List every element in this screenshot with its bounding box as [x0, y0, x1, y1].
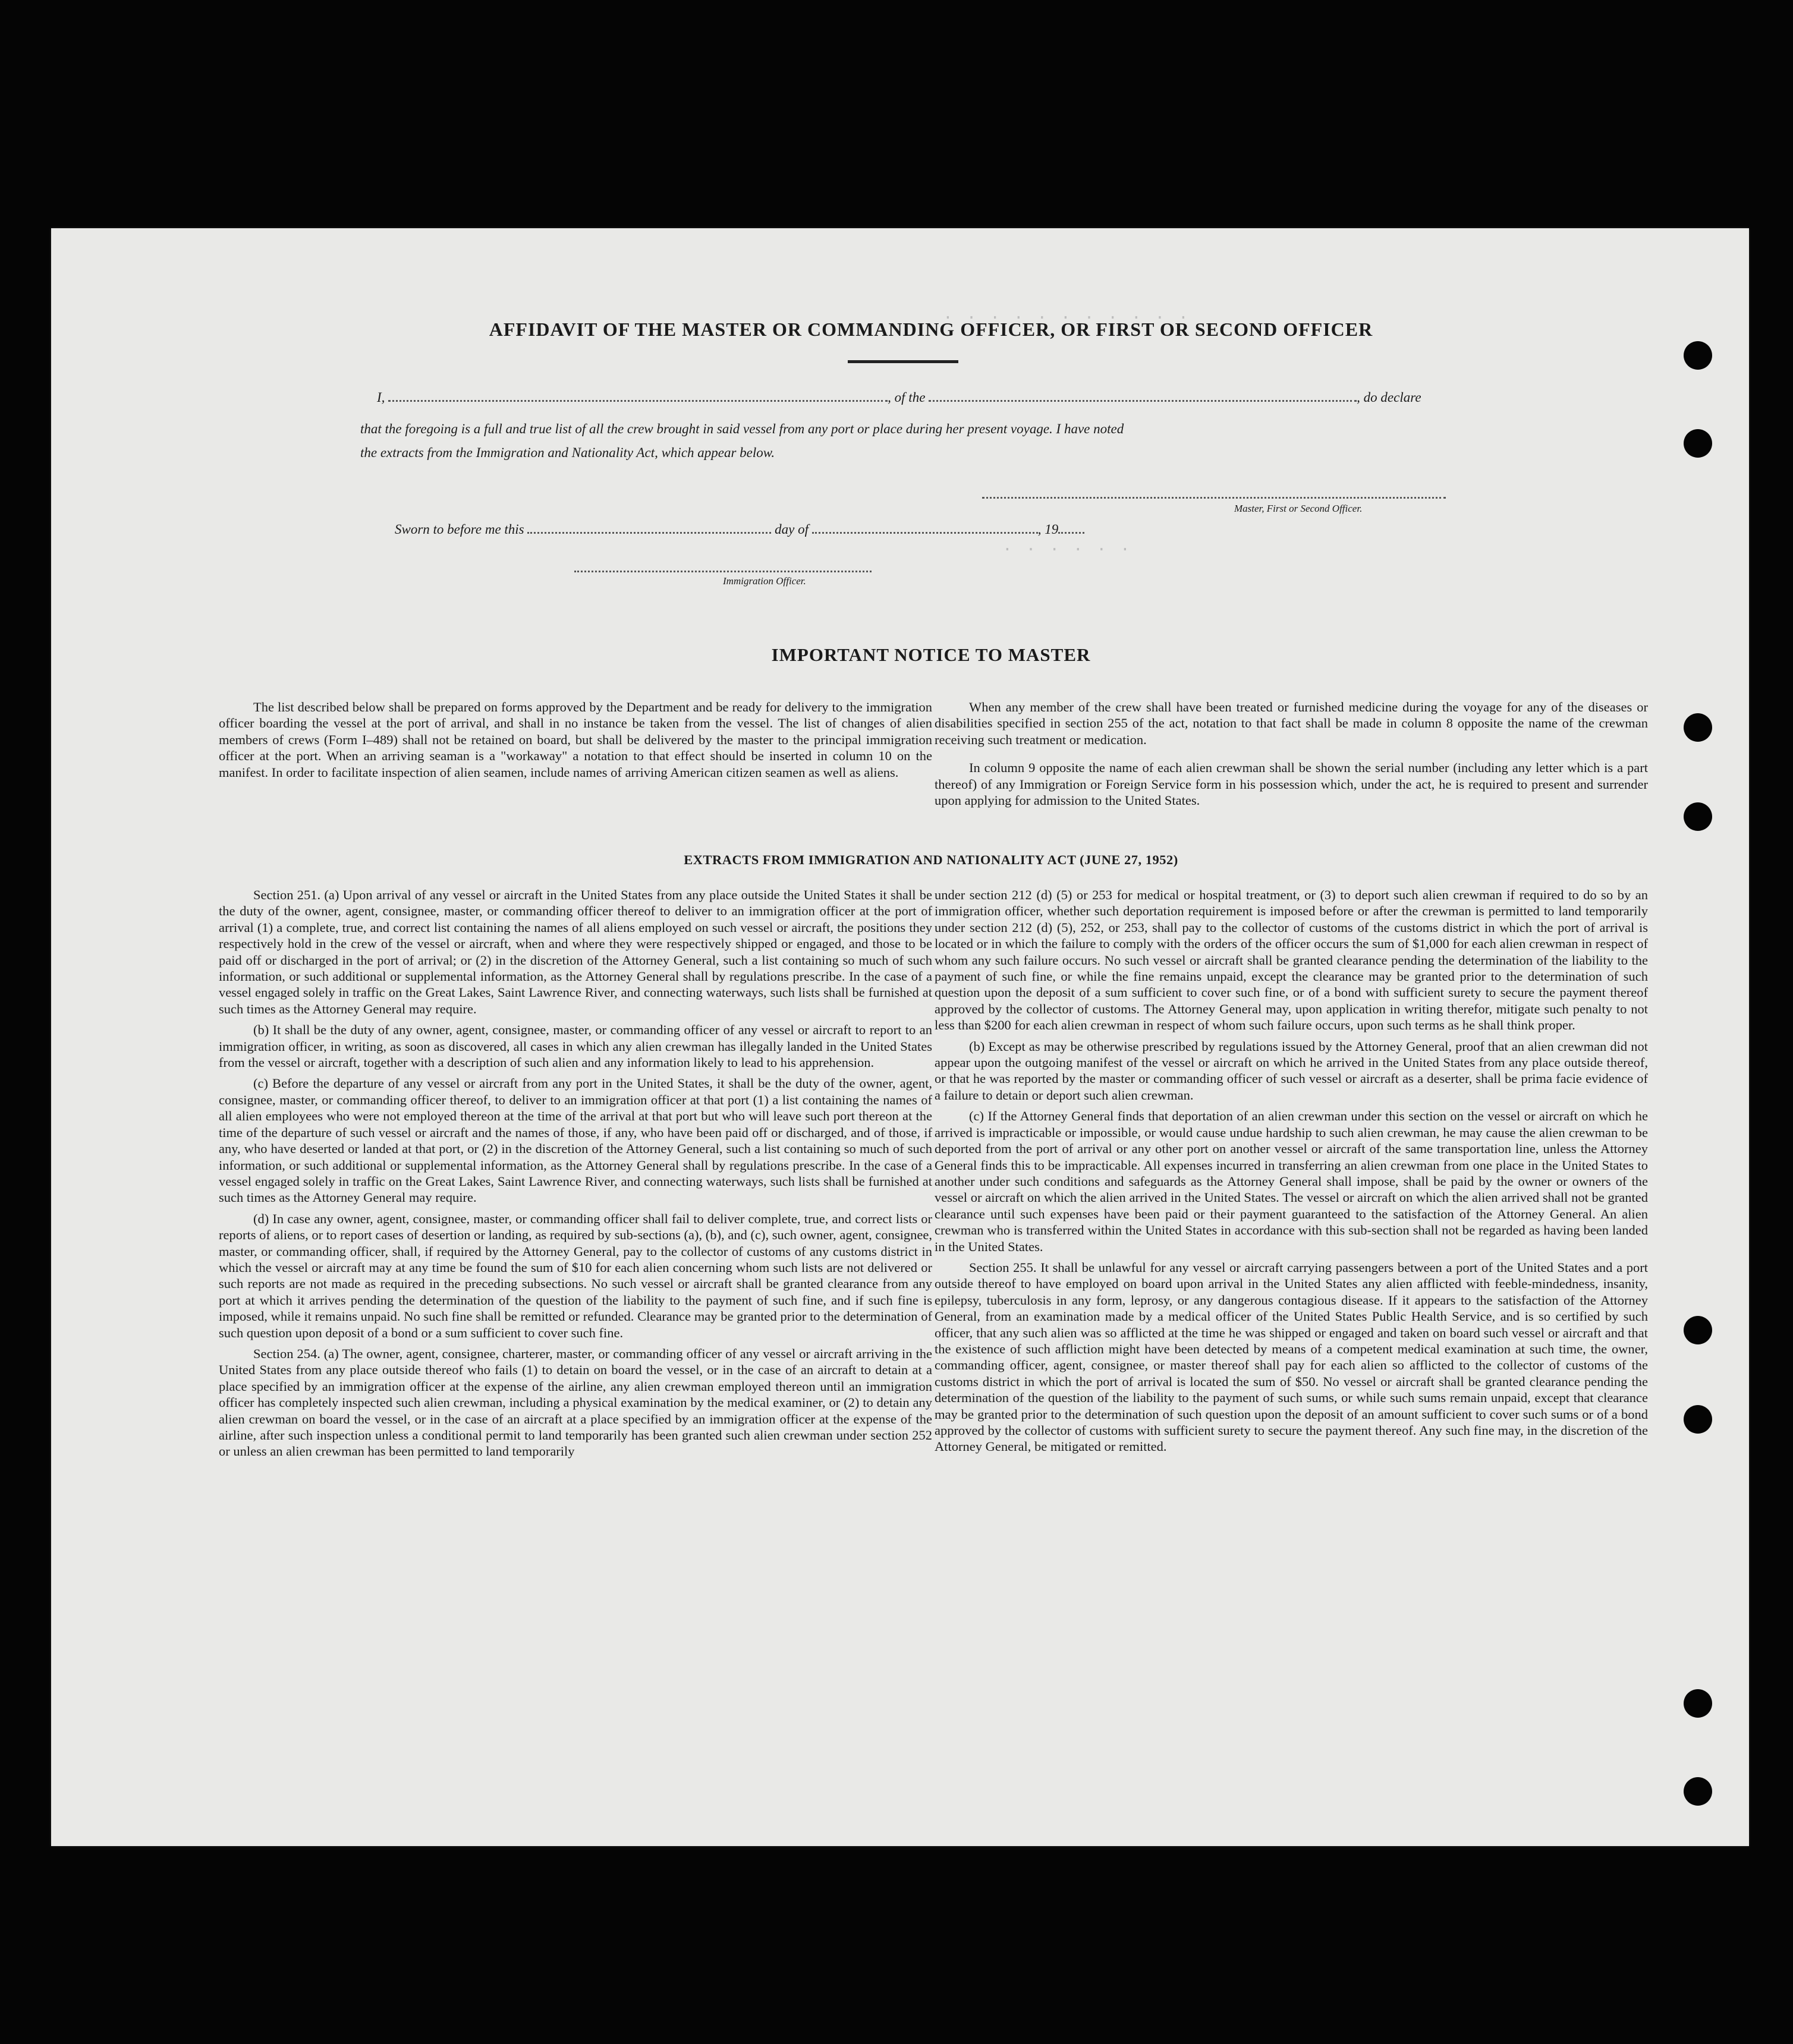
- vessel-name-field[interactable]: [929, 399, 1357, 402]
- declaration-text: [360, 417, 1502, 465]
- punch-hole: [1684, 1689, 1712, 1718]
- punch-hole: [1684, 1316, 1712, 1344]
- notice-right-paragraph-2: In column 9 opposite the name of each alien crewman shall be shown the serial number (including any letter which is a part thereof) of any Immigration or Foreign Service form in his possession which, under the act, he is required to present and surrender upon applying for admission to the United States.: [935, 760, 1648, 808]
- sworn-month-field[interactable]: [812, 531, 1038, 534]
- notice-left-column: [219, 699, 932, 780]
- officer-signature-line[interactable]: [574, 568, 872, 572]
- declarant-i-label: I,: [377, 390, 385, 405]
- sworn-before-label: Sworn to before me this: [395, 522, 524, 537]
- sworn-line: [395, 522, 1286, 537]
- notice-left-paragraph: The list described below shall be prepared on forms approved by the Department and be ready for delivery to the immigration officer boarding the vessel at the port of arrival, and shall in no instance be taken from the vessel. The list of changes of alien members of crews (Form I–489) shall not be retained on board, but shall be delivered by the master to the principal immigration officer at the port. When an arriving seaman is a "workaway" a notation to that effect should be inserted in column 10 on the manifest. In order to facilitate inspection of alien seamen, include names of arriving American citizen seamen as well as aliens.: [219, 700, 932, 780]
- notice-right-column: [935, 699, 1648, 808]
- sworn-year-field[interactable]: [1058, 531, 1084, 534]
- extracts-left-column: [219, 887, 932, 1460]
- notice-right-paragraph-1: When any member of the crew shall have been treated or furnished medicine during the voyage for any of the diseases or disabilities specified in section 255 of the act, notation to that fact shall be made in column 8 opposite the name of the crewman receiving such treatment or medication.: [935, 700, 1648, 747]
- punch-hole: [1684, 1777, 1712, 1806]
- section-254a-continued: under section 212 (d) (5) or 253 for medical or hospital treatment, or (3) to deport such alien crewman if required to do so by an immigration officer, whether such deportation requirement is imposed before or after the crewman is permitted to land temporarily under section 212 (d) (5), 252, or 253, shall pay to the collector of customs of the customs district in which the port of arrival is located or in which the failure to comply with the orders of the officer occurs the sum of $1,000 for each alien crewman in respect of whom any such failure occurs. No such vessel or aircraft shall be granted clearance pending the determination of the liability to the payment of such fine, or while the fine remains unpaid, except the clearance may be granted prior to the determination of such question upon the deposit of a sum sufficient to cover such fine, or of a bond with sufficient surety to secure the payment thereof approved by the collector of customs. The Attorney General may, upon application in writing therefor, mitigate such penalty to not less than $200 for each alien crewman in respect of whom such failure occurs, upon such terms as he shall think proper.: [935, 887, 1648, 1033]
- affidavit-declare-line: [377, 390, 1501, 405]
- sworn-day-field[interactable]: [527, 531, 771, 534]
- punch-hole: [1684, 713, 1712, 742]
- master-caption: Master, First or Second Officer.: [1234, 503, 1363, 514]
- section-251d: (d) In case any owner, agent, consignee, master, or commanding officer shall fail to deliver complete, true, and correct lists or reports of aliens, or to report cases of desertion or landing, as required by sub-sections (a), (b), and (c), such owner, agent, consignee, master, or commanding officer, shall, if required by the Attorney General, pay to the collector of customs of any customs district in which the vessel or aircraft may at any time be found the sum of $10 for each alien concerning whom such lists are not delivered or such reports are not made as required in the preceding subsections. No such vessel or aircraft shall be granted clearance from any port at which it arrives pending the determination of the question of the liability to the payment of such fine, and if such fine is imposed, while it remains unpaid. No such fine shall be remitted or refunded. Clearance may be granted prior to the determination of such question upon deposit of a bond or a sum sufficient to cover such fine.: [219, 1211, 932, 1340]
- title-underline: [848, 360, 958, 363]
- year-prefix-label: , 19: [1037, 522, 1059, 537]
- affidavit-title: AFFIDAVIT OF THE MASTER OR COMMANDING OFFICER, OR FIRST OR SECOND OFFICER: [489, 319, 1373, 340]
- declaration-line-2: the extracts from the Immigration and Nationality Act, which appear below.: [360, 445, 775, 460]
- section-251b: (b) It shall be the duty of any owner, agent, consignee, master, or commanding officer of any vessel or aircraft to report to an immigration officer, in writing, as soon as discovered, all cases in which any alien crewman has illegally landed in the United States from the vessel or aircraft, together with a description of such alien and any information likely to lead to his apprehension.: [219, 1022, 932, 1070]
- form-sheet: [51, 228, 1749, 1846]
- day-of-label: day of: [775, 522, 809, 537]
- punch-hole: [1684, 802, 1712, 831]
- do-declare-label: , do declare: [1357, 390, 1421, 405]
- bleed-through-text: . . . . . .: [1002, 537, 1132, 556]
- section-251c: (c) Before the departure of any vessel or aircraft from any port in the United States, it shall be the duty of the owner, agent, consignee, master, or commanding officer thereof, to deliver to an immigration officer at that port (1) a list containing the names of all alien employees who were not employed thereon at the time of the arrival at that port but who will leave such port thereon at the time of the departure of such vessel or aircraft and the names of those, if any, who have been paid off or discharged, and of those, if any, who have deserted or landed at that port, or (2) in the discretion of the Attorney General, such a list containing so much of such information, or such additional or supplemental information, as the Attorney General shall by regulations prescribe. In the case of a vessel engaged solely in traffic on the Great Lakes, Saint Lawrence River, and connecting waterways, such lists shall be furnished at such times as the Attorney General may require.: [219, 1076, 932, 1205]
- punch-hole: [1684, 341, 1712, 370]
- declaration-line-1: that the foregoing is a full and true list of all the crew brought in said vessel from any port or place during her present voyage. I have noted: [360, 421, 1124, 436]
- notice-title: IMPORTANT NOTICE TO MASTER: [771, 644, 1091, 665]
- punch-hole: [1684, 429, 1712, 458]
- section-254a-start: Section 254. (a) The owner, agent, consignee, charterer, master, or commanding officer of any vessel or aircraft arriving in the United States from any place outside thereof who fails (1) to detain on board the vessel, or in the case of an aircraft to detain at a place specified by an immigration officer at the expense of the airline, any alien crewman employed thereon until an immigration officer has completely inspected such alien crewman, including a physical examination by the medical examiner, or (2) to detain any alien crewman on board the vessel, or in the case of an aircraft at a place specified by an immigration officer at the expense of the airline, after such inspection unless a conditional permit to land temporarily has been granted such alien crewman under section 252 or unless an alien crewman has been permitted to land temporarily: [219, 1346, 932, 1459]
- extracts-right-column: [935, 887, 1648, 1455]
- declarant-name-field[interactable]: [388, 399, 888, 402]
- of-the-label: , of the: [888, 390, 926, 405]
- section-251a: Section 251. (a) Upon arrival of any vessel or aircraft in the United States from any place outside the United States it shall be the duty of the owner, agent, consignee, master, or commanding officer thereof to deliver to an immigration officer at the port of arrival (1) a complete, true, and correct list containing the names of all aliens employed on such vessel or aircraft, the positions they respectively hold in the crew of the vessel or aircraft, when and where they were respectively shipped or engaged, and those to be paid off or discharged in the port of arrival; or (2) in the discretion of the Attorney General, such a list containing so much of such information, or such additional or supplemental information, as the Attorney General shall by regulations prescribe. In the case of a vessel engaged solely in traffic on the Great Lakes, Saint Lawrence River, and connecting waterways, such lists shall be furnished at such times as the Attorney General may require.: [219, 887, 932, 1016]
- punch-hole: [1684, 1405, 1712, 1434]
- section-255: Section 255. It shall be unlawful for any vessel or aircraft carrying passengers between a port of the United States and a port outside thereof to have employed on board upon arrival in the United States any alien afflicted with feeble-mindedness, insanity, epilepsy, tuberculosis in any form, leprosy, or any dangerous contagious disease. If it appears to the satisfaction of the Attorney General, from an examination made by a medical officer of the United States Public Health Service, and is so certified by such officer, that any such alien was so afflicted at the time he was shipped or engaged and taken on board such vessel or aircraft and that the existence of such affliction might have been detected by means of a competent medical examination at such time, the owner, commanding officer, agent, consignee, or master thereof shall pay for each alien so afflicted to the collector of customs of the customs district in which the port of arrival is located the sum of $50. No vessel or aircraft shall be granted clearance pending the determination of the question of the liability to the payment of such sums, or while such sums remain unpaid, except that clearance may be granted prior to the determination of such question upon the deposit of an amount sufficient to cover such sums or of a bond approved by the collector of customs with sufficient surety to secure the payment thereof. Any such fine may, in the discretion of the Attorney General, be mitigated or remitted.: [935, 1259, 1648, 1454]
- bleed-through-text: . . . . . . . . . . .: [943, 306, 1190, 324]
- extracts-title: EXTRACTS FROM IMMIGRATION AND NATIONALITY ACT (JUNE 27, 1952): [684, 852, 1178, 867]
- officer-caption: Immigration Officer.: [723, 575, 806, 587]
- section-254c: (c) If the Attorney General finds that deportation of an alien crewman under this section on the vessel or aircraft on which he arrived is impracticable or impossible, or would cause undue hardship to such alien crewman, he may cause the alien crewman to be deported from the port of arrival or any other port on another vessel or aircraft of the same transportation line, unless the Attorney General finds this to be impracticable. All expenses incurred in transferring an alien crewman from one place in the United States to another under such conditions and safeguards as the Attorney General shall impose, shall be paid by the owner or owners of the vessel or aircraft on which the alien arrived in the United States. The vessel or aircraft on which the alien arrived shall not be granted clearance until such expenses have been paid or their payment guaranteed to the satisfaction of the Attorney General. An alien crewman who is transferred within the United States in accordance with this sub-section shall not be regarded as having been landed in the United States.: [935, 1108, 1648, 1254]
- master-signature-line[interactable]: [982, 495, 1446, 499]
- section-254b: (b) Except as may be otherwise prescribed by regulations issued by the Attorney General, proof that an alien crewman did not appear upon the outgoing manifest of the vessel or aircraft on which he arrived in the United States from any place outside thereof, or that he was reported by the master or commanding officer of such vessel or aircraft as a deserter, shall be prima facie evidence of a failure to detain or deport such alien crewman.: [935, 1038, 1648, 1103]
